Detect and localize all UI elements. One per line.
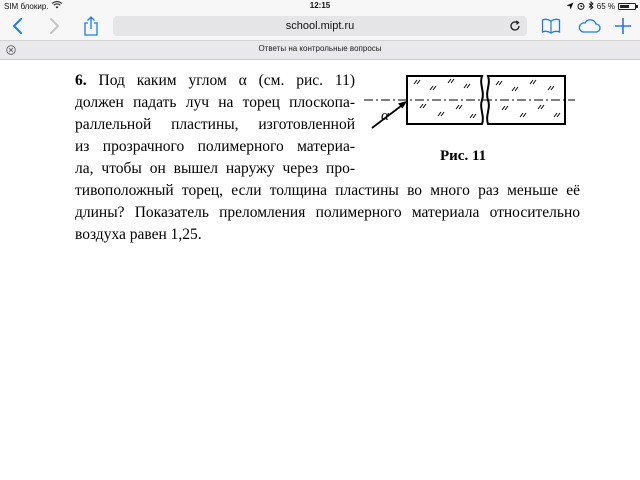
share-icon — [83, 16, 99, 36]
new-tab-button[interactable] — [612, 15, 634, 37]
battery-percent: 65 % — [596, 2, 615, 11]
reload-button[interactable] — [508, 19, 522, 33]
url-text: school.mipt.ru — [285, 20, 355, 32]
status-time: 12:15 — [309, 1, 331, 10]
figure-plate-diagram — [362, 72, 577, 142]
battery-tip — [636, 5, 638, 8]
share-button[interactable] — [80, 15, 102, 37]
text-line — [75, 70, 355, 92]
problem-number: 6. — [75, 72, 87, 89]
angle-alpha-label: α — [381, 108, 389, 124]
cloud-icon — [577, 18, 601, 34]
carrier-label: SIM блокир. — [4, 1, 49, 11]
text-line-7: длины? Показатель преломления полимерного материала относительно — [75, 204, 580, 221]
text-line-6: тивоположный торец, если толщина пластины во много раз меньше её — [75, 182, 580, 199]
text-line-4: из прозрачного полимерного материа- — [75, 138, 355, 155]
text-line-2: должен падать луч на торец плоскопа- — [75, 94, 355, 111]
battery-fill — [620, 5, 629, 8]
bookmarks-button[interactable] — [540, 15, 562, 37]
forward-button[interactable] — [44, 15, 66, 37]
icloud-tabs-button[interactable] — [576, 15, 602, 37]
status-bar — [0, 0, 640, 12]
status-right — [566, 1, 636, 12]
book-icon — [541, 18, 561, 34]
problem-text-wide — [75, 180, 580, 246]
location-icon — [566, 2, 574, 12]
tab-title[interactable]: Ответы на контрольные вопросы — [258, 44, 382, 53]
problem-text-narrow — [75, 70, 355, 180]
chevron-left-icon — [11, 17, 23, 35]
bluetooth-icon — [588, 1, 594, 12]
text-line-5: ла, чтобы он вышел наружу через про- — [75, 160, 355, 177]
back-button[interactable] — [6, 15, 28, 37]
figure-caption: Рис. 11 — [440, 148, 487, 164]
tab-bar — [0, 40, 640, 60]
page-content — [0, 60, 640, 480]
alarm-icon — [577, 2, 585, 12]
text-line-3: раллельной пластины, изготовленной — [75, 116, 355, 133]
plus-icon — [614, 17, 632, 35]
browser-toolbar — [0, 12, 640, 40]
address-bar[interactable] — [113, 16, 527, 36]
chevron-right-icon — [49, 17, 61, 35]
text-line-8: воздуха равен 1,25. — [75, 226, 202, 243]
reload-icon — [509, 20, 521, 32]
battery-icon — [618, 3, 636, 10]
text-line-1: Под каким углом α (см. рис. 11) — [86, 72, 355, 89]
